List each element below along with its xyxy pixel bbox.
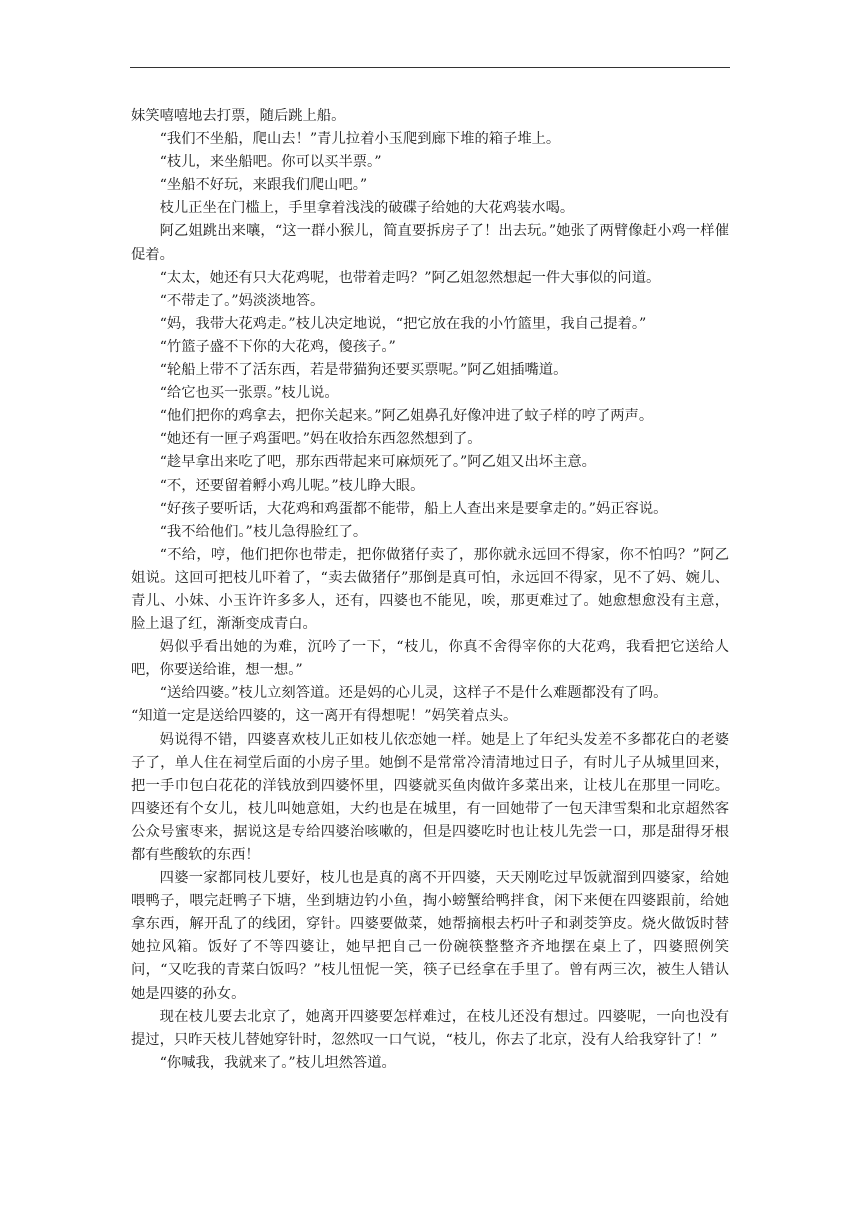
paragraph-12: “给它也买一张票。”枝儿说。 — [159, 385, 339, 402]
paragraph-20: 妈似乎看出她的为难，沉吟了一下，“枝儿，你真不舍得宰你的大花鸡，我看把它送给人吧，你要送给谁，想一想。” — [131, 639, 729, 679]
paragraph-10: “竹篮子盛不下你的大花鸡，傻孩子。” — [159, 338, 396, 355]
paragraph-11: “轮船上带不了活东西，若是带猫狗还要买票呢。”阿乙姐插嘴道。 — [159, 362, 568, 379]
paragraph-26: “你喊我，我就来了。”枝儿坦然答道。 — [159, 1054, 396, 1071]
paragraph-3: “枝儿，来坐船吧。你可以买半票。” — [159, 154, 382, 171]
paragraph-8: “不带走了。”妈淡淡地答。 — [159, 292, 325, 309]
paragraph-22: “知道一定是送给四婆的，这一离开有得想呢！”妈笑着点头。 — [131, 708, 518, 725]
header-rule — [130, 67, 730, 68]
paragraph-5: 枝儿正坐在门槛上，手里拿着浅浅的破碟子给她的大花鸡装水喝。 — [159, 200, 575, 217]
paragraph-1: 妹笑嘻嘻地去打票，随后跳上船。 — [131, 108, 346, 124]
paragraph-4: “坐船不好玩，来跟我们爬山吧。” — [159, 177, 368, 194]
paragraph-13: “他们把你的鸡拿去，把你关起来。”阿乙姐鼻孔好像冲进了蚊子样的哼了两声。 — [159, 408, 654, 425]
paragraph-15: “趁早拿出来吃了吧，那东西带起来可麻烦死了。”阿乙姐又出坏主意。 — [159, 454, 596, 471]
paragraph-25: 现在枝儿要去北京了，她离开四婆要怎样难过，在枝儿还没有想过。四婆呢，一向也没有提过，只昨天枝儿替她穿针时，忽然叹一口气说，“枝儿，你去了北京，没有人给我穿针了！” — [131, 1008, 729, 1048]
paragraph-17: “好孩子要听话，大花鸡和鸡蛋都不能带，船上人查出来是要拿走的。”妈正容说。 — [159, 500, 668, 517]
paragraph-24: 四婆一家都同枝儿要好，枝儿也是真的离不开四婆，天天刚吃过早饭就溜到四婆家，给她喂鸭子，喂完赶鸭子下塘，坐到塘边钓小鱼，掏小螃蟹给鸭拌食，闲下来便在四婆跟前，给她拿东西，解开乱了的线团，穿针。四婆要做菜，她帮摘根去朽叶子和剥茭笋皮。烧火做饭时替她拉风箱。饭好了不等四婆让，她早把自己一份碗筷整整齐齐地摆在桌上了，四婆照例笑问，“又吃我的青菜白饭吗？”枝儿忸怩一笑，筷子已经拿在手里了。曾有两三次，被生人错认她是四婆的孙女。 — [131, 870, 729, 1002]
paragraph-7: “太太，她还有只大花鸡呢，也带着走吗？”阿乙姐忽然想起一件大事似的问道。 — [159, 269, 661, 286]
paragraph-14: “她还有一匣子鸡蛋吧。”妈在收拾东西忽然想到了。 — [159, 431, 482, 448]
paragraph-19: “不给，哼，他们把你也带走，把你做猪仔卖了，那你就永远回不得家，你不怕吗？”阿乙姐说。这回可把枝儿吓着了，“卖去做猪仔”那倒是真可怕，永远回不得家，见不了妈、婉儿、青儿、小妹、小玉许许多多人，还有，四婆也不能见，唉，那更难过了。她愈想愈没有主意，脸上退了红，渐渐变成青白。 — [131, 546, 729, 633]
paragraph-9: “妈，我带大花鸡走。”枝儿决定地说，“把它放在我的小竹篮里，我自己提着。” — [159, 315, 647, 332]
paragraph-16: “不，还要留着孵小鸡儿呢。”枝儿睁大眼。 — [159, 477, 425, 494]
paragraph-18: “我不给他们。”枝儿急得脸红了。 — [159, 523, 368, 540]
paragraph-21: “送给四婆。”枝儿立刻答道。还是妈的心儿灵，这样子不是什么难题都没有了吗。 — [159, 685, 668, 702]
paragraph-6: 阿乙姐跳出来嚷，“这一群小猴儿，简直要拆房子了！出去玩。”她张了两臂像赶小鸡一样催促着。 — [131, 223, 729, 263]
paragraph-23: 妈说得不错，四婆喜欢枝儿正如枝儿依恋她一样。她是上了年纪头发差不多都花白的老婆子了，单人住在祠堂后面的小房子里。她倒不是常常冷清清地过日子，有时儿子从城里回来，把一手巾包白花花的洋钱放到四婆怀里，四婆就买鱼肉做许多菜出来，让枝儿在那里一同吃。四婆还有个女儿，枝儿叫她意姐，大约也是在城里，有一回她带了一包天津雪梨和北京超然客公众号蜜枣来，据说这是专给四婆治咳嗽的，但是四婆吃时也让枝儿先尝一口，那是甜得牙根都有些酸软的东西！ — [131, 731, 729, 863]
story-text — [131, 105, 729, 1075]
paragraph-2: “我们不坐船，爬山去！”青儿拉着小玉爬到廊下堆的箱子堆上。 — [159, 131, 561, 148]
